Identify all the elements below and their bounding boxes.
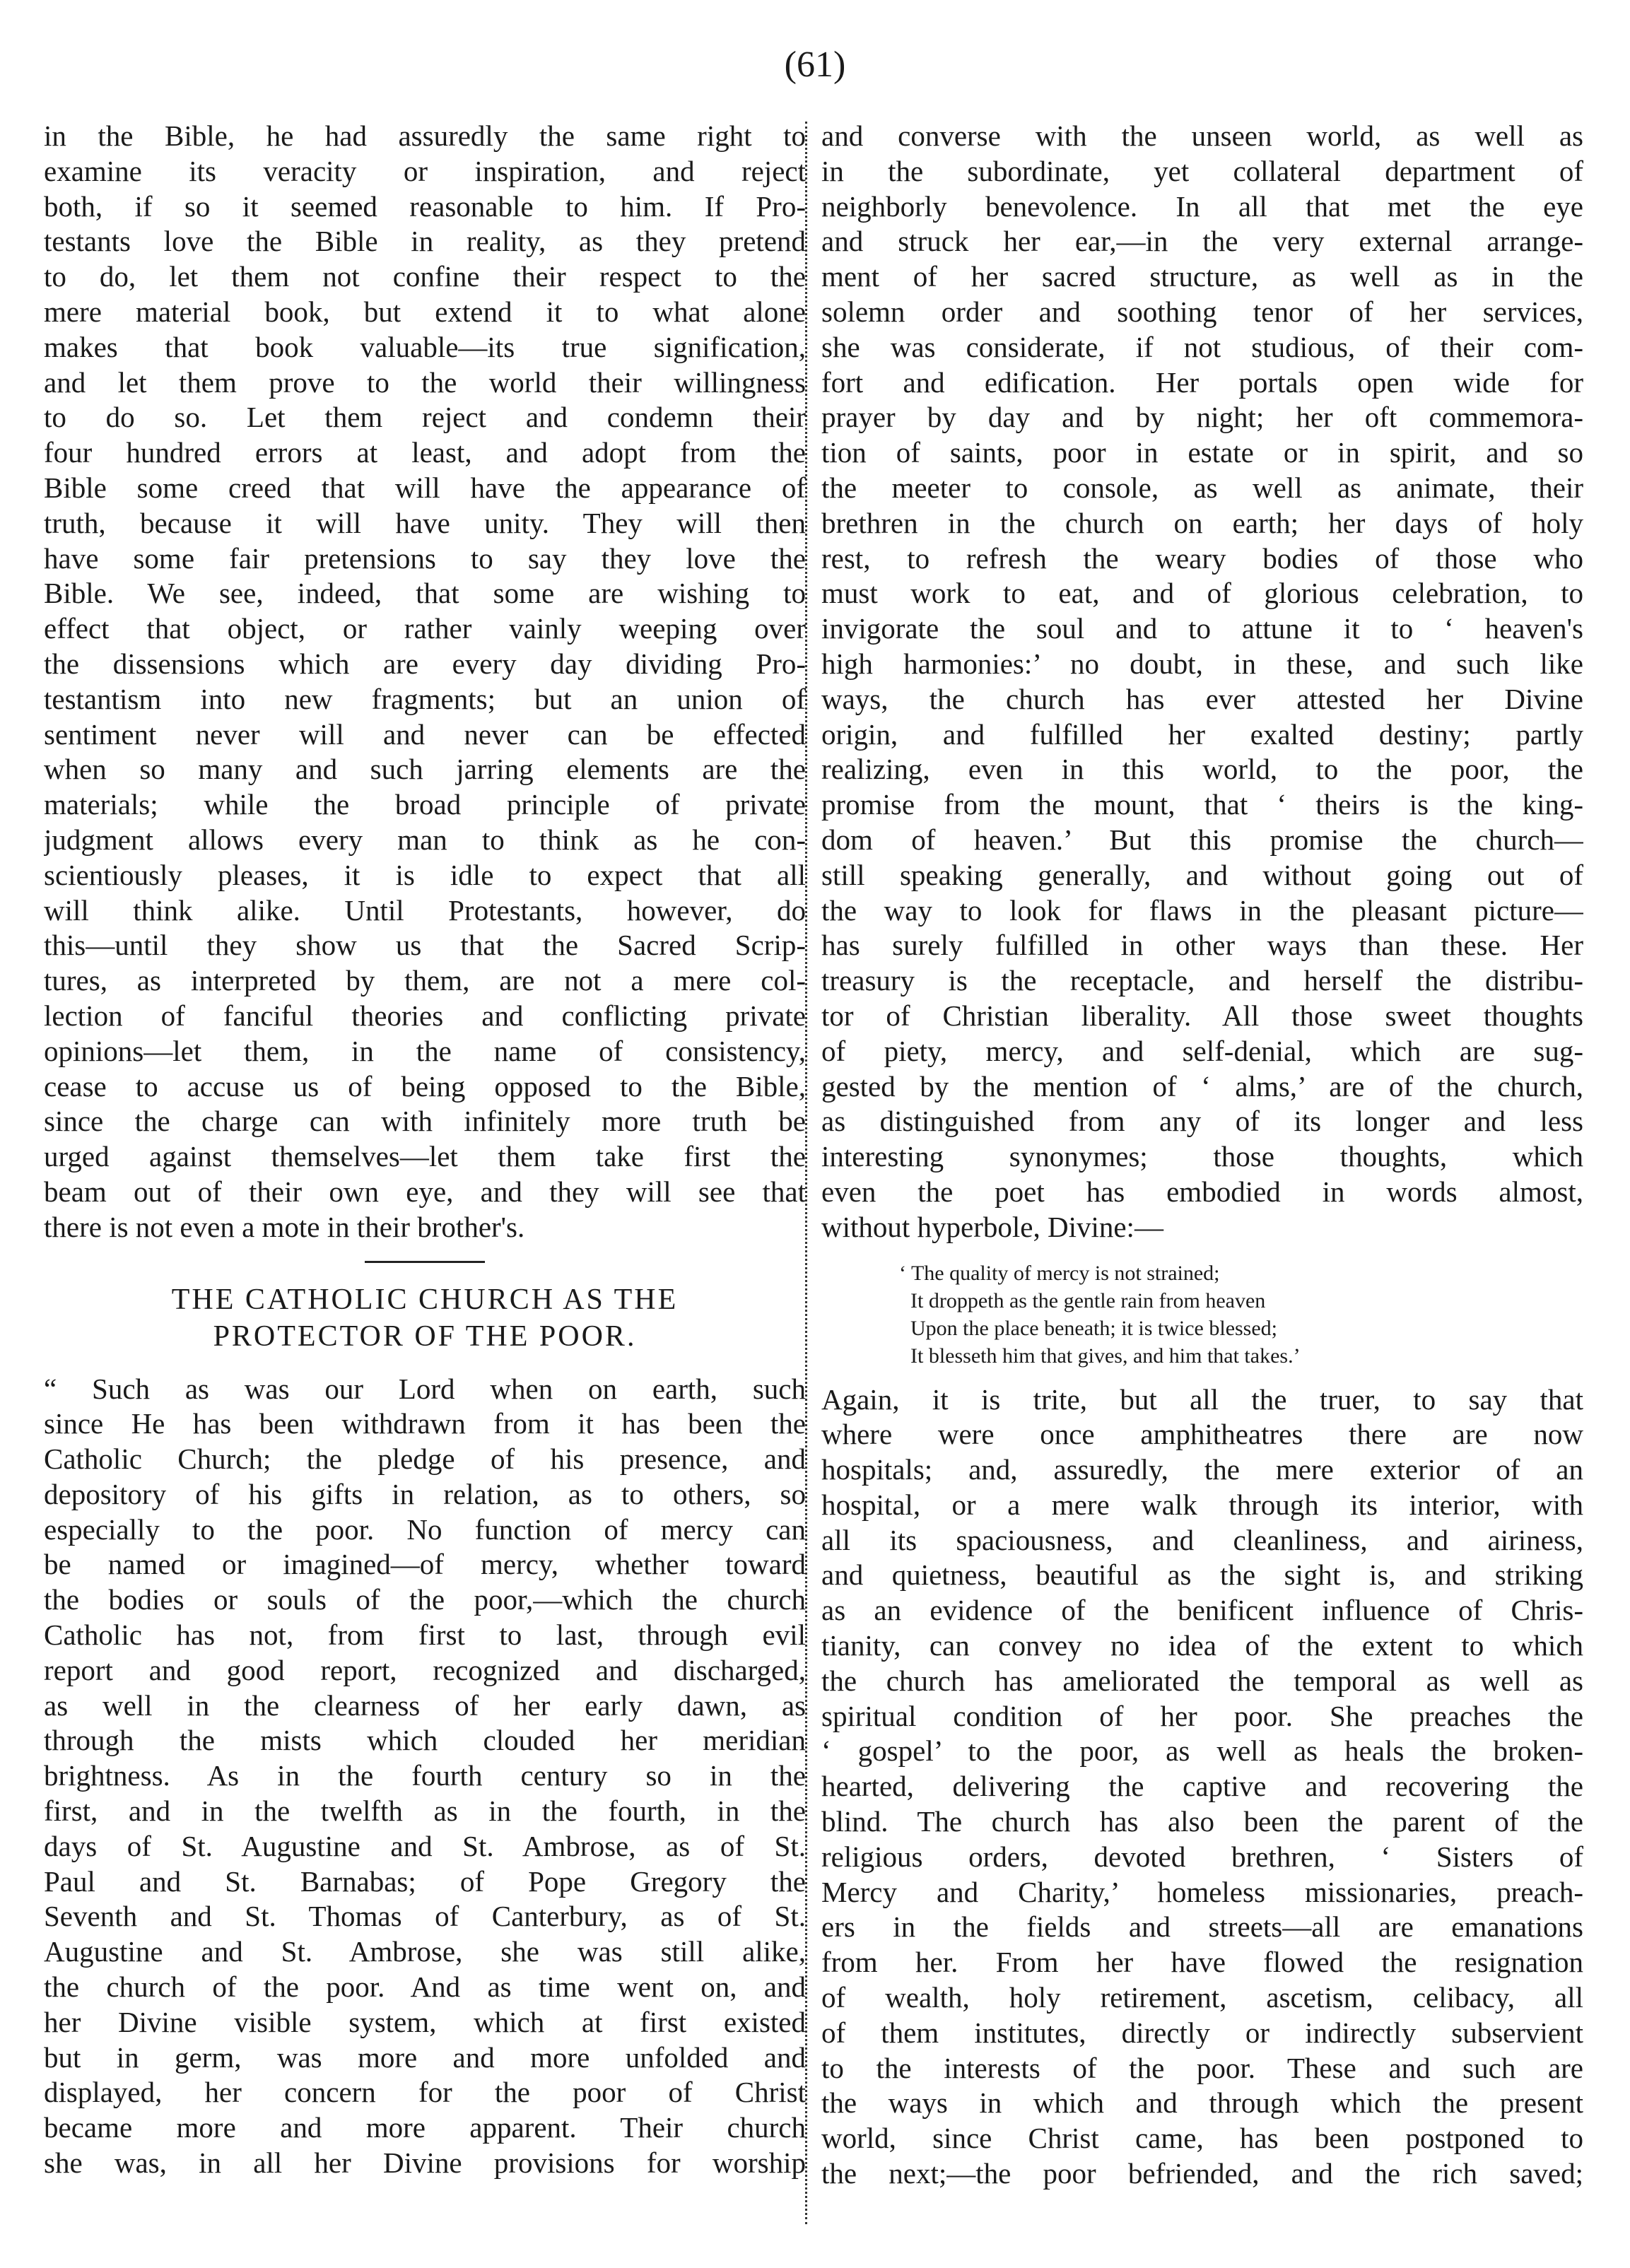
page-number: (61) xyxy=(784,45,846,85)
text-line: as an evidence of the benificent influence of Chris- xyxy=(821,1594,1583,1627)
text-line: fort and edification. Her portals open wide for xyxy=(821,365,1583,399)
text-line: origin, and fulfilled her exalted destiny; partly xyxy=(821,717,1583,751)
text-line: of wealth, holy retirement, ascetism, celibacy, all xyxy=(821,1981,1583,2014)
text-line: gested by the mention of ‘ alms,’ are of the church, xyxy=(821,1069,1583,1103)
text-line: testants love the Bible in reality, as they pretend xyxy=(44,225,806,258)
text-line: hospital, or a mere walk through its interior, with xyxy=(821,1488,1583,1521)
text-line: tianity, can convey no idea of the extent to which xyxy=(821,1629,1583,1662)
text-line: to the interests of the poor. These and such are xyxy=(821,2051,1583,2084)
text-line: makes that book valuable—its true signification, xyxy=(44,330,806,363)
text-line: religious orders, devoted brethren, ‘ Sisters of xyxy=(821,1840,1583,1873)
text-line: the way to look for flaws in the pleasant picture— xyxy=(821,893,1583,927)
text-line: Catholic has not, from first to last, through evil xyxy=(44,1618,806,1652)
text-line: must work to eat, and of glorious celebration, to xyxy=(821,577,1583,610)
text-line: blind. The church has also been the parent of the xyxy=(821,1805,1583,1838)
text-line: treasury is the receptacle, and herself the distribu- xyxy=(821,964,1583,997)
section-heading-line-2: PROTECTOR OF THE POOR. xyxy=(213,1320,637,1353)
text-line: Bible. We see, indeed, that some are wishing to xyxy=(44,577,806,610)
text-line: Paul and St. Barnabas; of Pope Gregory the xyxy=(44,1864,806,1898)
text-line: ‘ gospel’ to the poor, as well as heals the broken- xyxy=(821,1734,1583,1768)
text-line: and struck her ear,—in the very external arrange- xyxy=(821,225,1583,258)
text-line: and converse with the unseen world, as well as xyxy=(821,119,1583,152)
poem-line: It droppeth as the gentle rain from heaven xyxy=(910,1288,1266,1312)
text-line: will think alike. Until Protestants, however, do xyxy=(44,893,806,927)
text-line: she was considerate, if not studious, of their com- xyxy=(821,330,1583,363)
poem-quotation xyxy=(899,1259,1583,1370)
text-line: as distinguished from any of its longer and less xyxy=(821,1105,1583,1138)
text-line: Again, it is trite, but all the truer, to say that xyxy=(821,1382,1583,1416)
text-line: she was, in all her Divine provisions for worship xyxy=(44,2146,806,2180)
right-text-block-top xyxy=(821,119,1583,1245)
text-line: spiritual condition of her poor. She preaches the xyxy=(821,1699,1583,1732)
section-heading-line-1: THE CATHOLIC CHURCH AS THE xyxy=(171,1283,679,1316)
text-line: to do, let them not confine their respect to the xyxy=(44,260,806,293)
text-line: hospitals; and, assuredly, the mere exterior of an xyxy=(821,1453,1583,1486)
text-line: in the subordinate, yet collateral department of xyxy=(821,154,1583,187)
text-line: without hyperbole, Divine:— xyxy=(821,1210,1163,1243)
text-line: when so many and such jarring elements are the xyxy=(44,753,806,786)
text-line: materials; while the broad principle of private xyxy=(44,788,806,821)
text-line: examine its veracity or inspiration, and reject xyxy=(44,154,806,187)
text-line: first, and in the twelfth as in the fourth, in the xyxy=(44,1794,806,1828)
text-line: tion of saints, poor in estate or in spirit, and so xyxy=(821,436,1583,469)
text-line: of them institutes, directly or indirectly subservient xyxy=(821,2016,1583,2049)
left-column xyxy=(44,119,806,2225)
text-line: brightness. As in the fourth century so in the xyxy=(44,1759,806,1792)
text-line: opinions—let them, in the name of consistency, xyxy=(44,1034,806,1067)
text-line: there is not even a mote in their brother's. xyxy=(44,1210,525,1243)
text-line: this—until they show us that the Sacred Scrip- xyxy=(44,929,806,962)
text-line: Catholic Church; the pledge of his presence, and xyxy=(44,1443,806,1476)
text-line: cease to accuse us of being opposed to the Bible, xyxy=(44,1069,806,1103)
text-line: beam out of their own eye, and they will see that xyxy=(44,1175,806,1208)
text-line: tures, as interpreted by them, are not a mere col- xyxy=(44,964,806,997)
text-line: the bodies or souls of the poor,—which the church xyxy=(44,1583,806,1616)
text-line: prayer by day and by night; her oft commemora- xyxy=(821,401,1583,434)
text-line: Augustine and St. Ambrose, she was still alike, xyxy=(44,1935,806,1968)
text-line: hearted, delivering the captive and recovering the xyxy=(821,1770,1583,1803)
section-divider-rule xyxy=(365,1261,485,1263)
text-line: but in germ, was more and more unfolded and xyxy=(44,2040,806,2074)
text-line: realizing, even in this world, to the poor, the xyxy=(821,753,1583,786)
text-line: days of St. Augustine and St. Ambrose, as of St. xyxy=(44,1829,806,1862)
text-line: solemn order and soothing tenor of her services, xyxy=(821,295,1583,328)
text-line: have some fair pretensions to say they love the xyxy=(44,541,806,575)
text-line: interesting synonymes; those thoughts, which xyxy=(821,1140,1583,1173)
text-line: effect that object, or rather vainly weeping over xyxy=(44,612,806,645)
text-line: ways, the church has ever attested her Divine xyxy=(821,682,1583,715)
text-line: rest, to refresh the weary bodies of those who xyxy=(821,541,1583,575)
text-line: high harmonies:’ no doubt, in these, and such like xyxy=(821,647,1583,680)
text-line: her Divine visible system, which at first existed xyxy=(44,2005,806,2038)
text-line: Bible some creed that will have the appearance of xyxy=(44,471,806,504)
text-line: Seventh and St. Thomas of Canterbury, as of St. xyxy=(44,1900,806,1933)
text-line: report and good report, recognized and discharged, xyxy=(44,1653,806,1686)
poem-line: It blesseth him that gives, and him that takes.’ xyxy=(910,1344,1301,1368)
text-line: ment of her sacred structure, as well as in the xyxy=(821,260,1583,293)
text-line: neighborly benevolence. In all that met the eye xyxy=(821,189,1583,223)
text-line: judgment allows every man to think as he con- xyxy=(44,823,806,856)
text-line: truth, because it will have unity. They will then xyxy=(44,506,806,539)
text-line: especially to the poor. No function of mercy can xyxy=(44,1512,806,1546)
text-line: and quietness, beautiful as the sight is, and striking xyxy=(821,1558,1583,1592)
text-line: scientiously pleases, it is idle to expect that all xyxy=(44,858,806,891)
text-line: all its spaciousness, and cleanliness, and airiness, xyxy=(821,1523,1583,1556)
text-line: “ Such as was our Lord when on earth, such xyxy=(44,1372,806,1405)
text-line: testantism into new fragments; but an union of xyxy=(44,682,806,715)
text-line: world, since Christ came, has been postponed to xyxy=(821,2122,1583,2155)
text-line: urged against themselves—let them take first the xyxy=(44,1140,806,1173)
text-line: where were once amphitheatres there are now xyxy=(821,1418,1583,1451)
text-line: invigorate the soul and to attune it to ‘ heaven's xyxy=(821,612,1583,645)
text-line: since He has been withdrawn from it has been the xyxy=(44,1407,806,1440)
left-text-block-bottom xyxy=(44,1372,806,2181)
text-line: the next;—the poor befriended, and the rich saved; xyxy=(821,2157,1583,2190)
text-line: became more and more apparent. Their church xyxy=(44,2111,806,2144)
text-line: the church has ameliorated the temporal as well as xyxy=(821,1664,1583,1697)
poem-line: ‘ The quality of mercy is not strained; xyxy=(899,1261,1220,1285)
text-line: of piety, mercy, and self-denial, which are sug- xyxy=(821,1034,1583,1067)
text-line: the ways in which and through which the present xyxy=(821,2086,1583,2120)
text-line: to do so. Let them reject and condemn their xyxy=(44,401,806,434)
text-line: displayed, her concern for the poor of Christ xyxy=(44,2076,806,2109)
text-line: sentiment never will and never can be effected xyxy=(44,717,806,751)
poem-line: Upon the place beneath; it is twice blessed; xyxy=(910,1316,1278,1340)
text-line: tor of Christian liberality. All those sweet thoughts xyxy=(821,999,1583,1032)
text-line: depository of his gifts in relation, as to others, so xyxy=(44,1477,806,1510)
text-line: the meeter to console, as well as animate, their xyxy=(821,471,1583,504)
text-line: through the mists which clouded her meridian xyxy=(44,1724,806,1757)
text-line: be named or imagined—of mercy, whether toward xyxy=(44,1548,806,1581)
right-column xyxy=(821,119,1583,2225)
section-heading xyxy=(44,1281,806,1355)
text-line: even the poet has embodied in words almost, xyxy=(821,1175,1583,1208)
text-line: still speaking generally, and without going out of xyxy=(821,858,1583,891)
right-text-block-bottom xyxy=(821,1382,1583,2192)
text-line: has surely fulfilled in other ways than these. Her xyxy=(821,929,1583,962)
text-line: dom of heaven.’ But this promise the church— xyxy=(821,823,1583,856)
text-line: promise from the mount, that ‘ theirs is the king- xyxy=(821,788,1583,821)
text-line: from her. From her have flowed the resignation xyxy=(821,1946,1583,1979)
text-line: four hundred errors at least, and adopt from the xyxy=(44,436,806,469)
text-line: mere material book, but extend it to what alone xyxy=(44,295,806,328)
text-line: ers in the fields and streets—all are emanations xyxy=(821,1910,1583,1944)
text-line: the church of the poor. And as time went on, and xyxy=(44,1970,806,2004)
text-line: in the Bible, he had assuredly the same right to xyxy=(44,119,806,152)
text-line: lection of fanciful theories and conflicting private xyxy=(44,999,806,1032)
text-line: as well in the clearness of her early dawn, as xyxy=(44,1688,806,1722)
text-line: and let them prove to the world their willingness xyxy=(44,365,806,399)
text-line: since the charge can with infinitely more truth be xyxy=(44,1105,806,1138)
text-line: the dissensions which are every day dividing Pro- xyxy=(44,647,806,680)
text-line: both, if so it seemed reasonable to him. If Pro- xyxy=(44,189,806,223)
text-line: Mercy and Charity,’ homeless missionaries, preach- xyxy=(821,1875,1583,1908)
text-line: brethren in the church on earth; her days of holy xyxy=(821,506,1583,539)
left-text-block-top xyxy=(44,119,806,1245)
